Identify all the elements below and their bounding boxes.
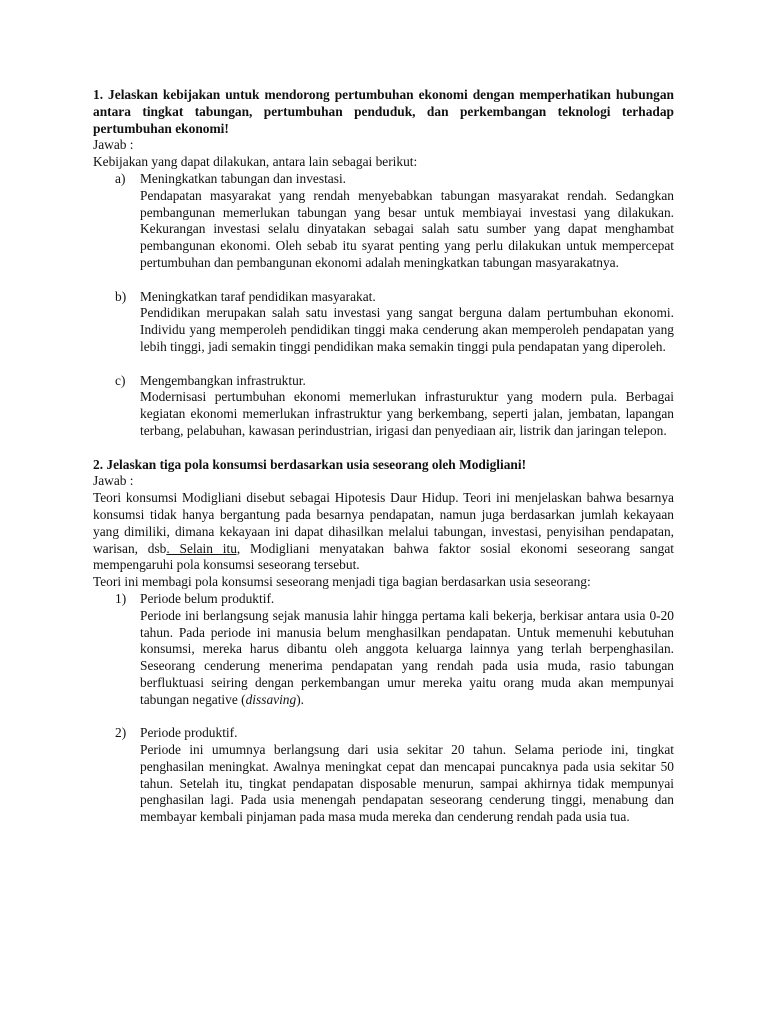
list-item-body: Pendidikan merupakan salah satu investasi yang sangat berguna dalam pertumbuhan ekonomi. Individu yang memperoleh pendidikan tinggi maka cenderung akan memperoleh pendapatan yang lebih tinggi, jadi semakin tinggi pendidikan maka semakin tinggi pula pendapatan yang diperoleh. (140, 305, 674, 354)
paragraph-spacer (93, 708, 674, 725)
list-item-body (140, 608, 674, 709)
question-2-paragraph-2: Teori ini membagi pola konsumsi seseorang menjadi tiga bagian berdasarkan usia seseorang: (93, 574, 591, 590)
list-item-a (93, 171, 674, 272)
list-item-heading: Meningkatkan taraf pendidikan masyarakat. (140, 288, 376, 304)
list-item-1 (93, 591, 674, 709)
paragraph-text: Teori konsumsi Modigliani disebut sebagai Hipotesis Daur Hidup. Teori ini menjelaskan bahwa besarnya konsumsi tidak hanya bergantung pada besarnya pendapatan, namun juga berdasarkan jumlah kekayaan yang dimiliki, dimana kekayaan ini dapat dihasilkan melalui tabungan, investasi, penyisihan pendapatan, warisan, dsb (93, 490, 674, 556)
paragraph-spacer (93, 440, 674, 457)
list-item-heading: Periode produktif. (140, 725, 238, 741)
list-item-body: Periode ini umumnya berlangsung dari usia sekitar 20 tahun. Selama periode ini, tingkat penghasilan meningkat. Awalnya meningkat cepat dan mencapai puncaknya pada usia sekitar 50 tahun. Setelah itu, tingkat pendapatan disposable menurun, sampai akhirnya tidak mempunyai penghasilan lagi. Pada usia menengah pendapatan seseorang cenderung tinggi, menabung dan membayar kembali pinjaman pada masa muda mereka dan cenderung rendah pada usia tua. (140, 742, 674, 825)
question-1-jawab: Jawab : (93, 137, 134, 153)
list-item-heading: Periode belum produktif. (140, 590, 275, 606)
list-marker: b) (115, 288, 127, 304)
list-item-body: Pendapatan masyarakat yang rendah menyebabkan tabungan masyarakat rendah. Sedangkan pembangunan memerlukan tabungan yang besar untuk membiayai investasi yang dilakukan. Kekurangan investasi selalu dinyatakan sebagai salah satu sumber yang dapat menghambat pembangunan ekonomi. Oleh sebab itu syarat penting yang perlu dilakukan untuk mempercepat pertumbuhan dan pembangunan ekonomi adalah meningkatkan tabungan masyarakatnya. (140, 187, 674, 270)
list-item-heading: Mengembangkan infrastruktur. (140, 372, 306, 388)
list-marker: c) (115, 372, 126, 388)
list-item-c (93, 373, 674, 440)
list-marker: 2) (115, 725, 127, 741)
italic-term: dissaving (245, 691, 297, 707)
list-item-2 (93, 725, 674, 826)
question-2-jawab: Jawab : (93, 473, 134, 489)
list-item-body: Modernisasi pertumbuhan ekonomi memerlukan infrasturuktur yang modern pula. Berbagai kegiatan ekonomi memerlukan infrastruktur yang berkembang, seperti jalan, jembatan, lapangan terbang, pelabuhan, kawasan perindustrian, irigasi dan penyediaan air, listrik dan jaringan telepon. (140, 389, 674, 438)
question-2-title: 2. Jelaskan tiga pola konsumsi berdasarkan usia seseorang oleh Modigliani! (93, 456, 527, 472)
list-marker: 1) (115, 590, 127, 606)
paragraph-text: Modigliani menyatakan bahwa faktor sosial ekonomi seseorang sangat mempengaruhi pola konsumsi seseorang tersebut. (93, 540, 674, 573)
paragraph-spacer (93, 272, 674, 289)
question-1-intro: Kebijakan yang dapat dilakukan, antara lain sebagai berikut: (93, 154, 418, 170)
body-text: ). (296, 691, 305, 707)
document-body (93, 87, 674, 826)
list-item-b (93, 289, 674, 356)
underlined-text: . Selain itu, (166, 540, 241, 556)
question-1-title: 1. Jelaskan kebijakan untuk mendorong pertumbuhan ekonomi dengan memperhatikan hubungan antara tingkat tabungan, pertumbuhan penduduk, dan perkembangan teknologi terhadap pertumbuhan ekonomi! (93, 87, 674, 136)
body-text: Periode ini berlangsung sejak manusia lahir hingga pertama kali bekerja, berkisar antara usia 0-20 tahun. Pada periode ini manusia belum menghasilkan pendapatan. Untuk memenuhi kebutuhan konsumsi, mereka harus dibantu oleh anggota keluarga lainnya yang terlah berpenghasilan. Seseorang cenderung menerima pendapatan yang rendah pada usia muda, rasio tabungan berfluktuasi seiring dengan perkembangan umur mereka yaitu orang muda akan mempunyai tabungan negative ( (140, 607, 674, 707)
list-item-heading: Meningkatkan tabungan dan investasi. (140, 170, 347, 186)
list-marker: a) (115, 170, 126, 186)
paragraph-spacer (93, 356, 674, 373)
question-2-paragraph-1 (93, 490, 674, 574)
